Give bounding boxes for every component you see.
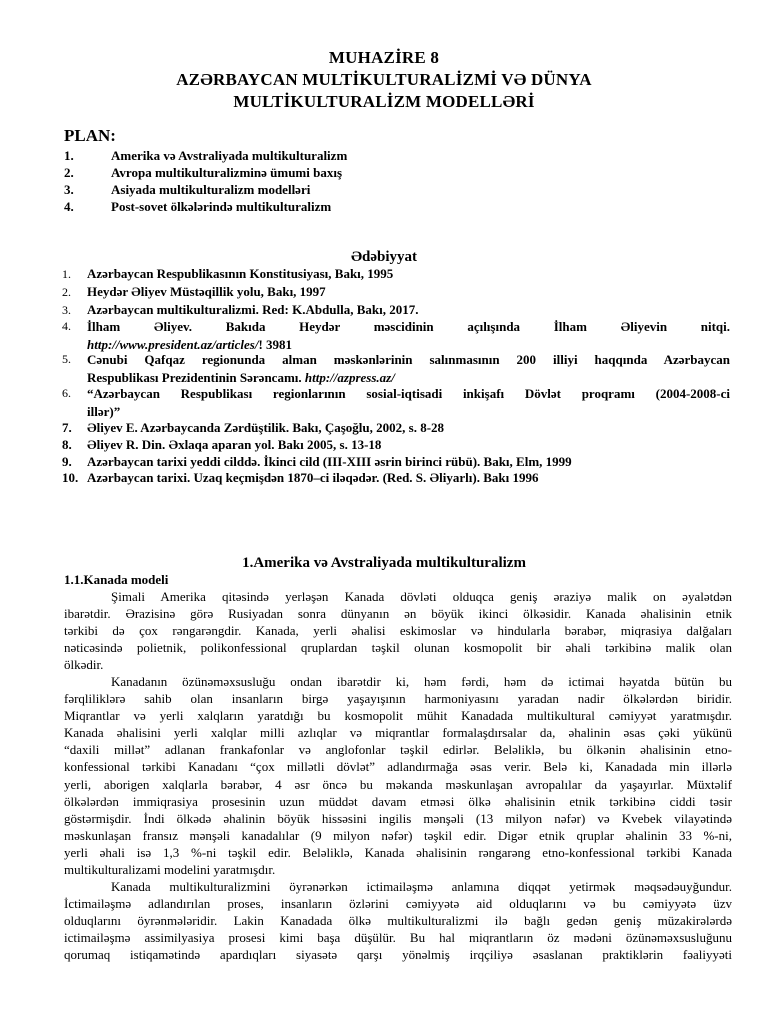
paragraph-line: Şimali Amerika qitəsində yerləşən Kanada dövləti olduqca geniş əraziyə malik on əyalətdən — [111, 589, 732, 604]
paragraph-line: qorumaq istiqamətində apardıqları siyasətə qarşı yönəlmiş irqçiliyə əsaslanan praktiklərin fəaliyyəti — [64, 947, 732, 963]
paragraph-line: tərkibi də çox rəngarəngdir. Kanada, yerli əhalisi eskimoslar və hindularla bərabər, miqrasiya dalğaları — [64, 623, 732, 639]
reference-item: 5. Cənubi Qafqaz regionunda alman məskənlərinin salınmasının 200 illiyi haqqında Azərbaycan Respublikası Prezidentinin Sərəncamı. http://azpress.az/ — [62, 352, 730, 385]
plan-heading: PLAN: — [64, 126, 116, 145]
paragraph-line: “daxili millət” adlanan frankafonlar və anglofonlar təşkil edirlər. Beləliklə, bu ölkənin əhalisinin etno- — [64, 742, 732, 758]
reference-item: 10. Azərbaycan tarixi. Uzaq keçmişdən 1870–ci iləqədər. (Red. S. Əliyarlı). Bakı 1996 — [62, 470, 539, 485]
paragraph — [64, 878, 732, 963]
section-heading: 1.Amerika və Avstraliyada multikulturalizm — [242, 555, 526, 571]
paragraph-line: multikulturalizami modelini yaratmışdır. — [64, 862, 276, 878]
paragraph-line: göstərmişdir. İndi ölkədə əhalinin böyük hissəsini ingilis mənşəli (13 milyon nəfər) və Kvebek vilayətində — [64, 810, 732, 826]
paragraph-line: Kanada əhalisini yerli xalqlar milli azlıqlar və miqrantlar formalaşdırsalar da, əhalinin əsas çəki yükünü — [64, 725, 732, 741]
paragraph-line: olduqlarını öyrənmələridir. Lakin Kanadada ölkə multikulturalizmi ilə bağlı gedən geniş müzakirələrdə — [64, 913, 732, 929]
reference-item: 9. Azərbaycan tarixi yeddi cilddə. İkinci cild (III-XIII əsrin birinci rübü). Bakı, Elm, 1999 — [62, 454, 572, 469]
paragraph-line: Kanadanın özünəməxsusluğu ondan ibarətdir ki, həm fərdi, həm də ictimai həyatda bütün bu — [111, 674, 732, 689]
reference-item: 8. Əliyev R. Din. Əxlaqa aparan yol. Bakı 2005, s. 13-18 — [62, 437, 382, 452]
paragraph-line: konfessional tərkibi Kanadanı “çox millətli dövlət” adlandırmağa əsas verir. Belə ki, Kanadada min illərlə — [64, 759, 732, 775]
reference-link[interactable]: http://www.president.az/articles/ — [87, 336, 259, 352]
page-title: AZƏRBAYCAN MULTİKULTURALİZMİ VƏ DÜNYA — [176, 70, 592, 89]
paragraph-line: məskunlaşan fransız mənşəli kanadalılar (9 milyon nəfər) təşkil edir. Digər etnik qruplar əhalinin 33 %-ni, — [64, 827, 732, 843]
plan-item: 3. Asiyada multikulturalizm modelləri — [64, 182, 311, 197]
plan-item: 2. Avropa multikulturalizminə ümumi baxış — [64, 165, 343, 180]
reference-item: 2. Heydər Əliyev Müstəqillik yolu, Bakı, 1997 — [62, 284, 326, 299]
plan-item: 4. Post-sovet ölkələrində multikulturalizm — [64, 199, 332, 214]
subsection-heading: 1.1.Kanada modeli — [64, 572, 169, 587]
paragraph — [64, 673, 732, 878]
lecture-number: MUHAZİRE 8 — [328, 48, 440, 67]
literature-heading: Ədəbiyyat — [350, 249, 418, 265]
paragraph-line: Miqrantlar və yerli xalqların yaratdığı bu kosmopolit mühit Kanadada multikultural cəmiyyət yaratmışdır. — [64, 708, 732, 724]
plan-item: 1. Amerika və Avstraliyada multikulturalizm — [64, 148, 348, 163]
reference-item: 1. Azərbaycan Respublikasının Konstitusiyası, Bakı, 1995 — [62, 266, 394, 281]
paragraph-line: İctimailəşmə adlandırılan proses, insanların özlərini cəmiyyətə aid olduqlarını və bu cəmiyyətə üzv — [64, 896, 732, 912]
paragraph-line: ölkədir. — [64, 657, 104, 673]
reference-item: 6. “Azərbaycan Respublikası regionlarının sosial-iqtisadi inkişafı Dövlət proqramı (2004-2008-ci illər)” — [62, 386, 730, 419]
reference-item: 4. İlham Əliyev. Bakıda Heydər məscidinin açılışında İlham Əliyevin nitqi. http://www.president.az/articles/! 3981 — [62, 319, 730, 352]
paragraph-line: Kanada multikulturalizmini öyrənərkən ictimailəşmə anlamına diqqət yetirmək məqsədəuyğundur. — [111, 879, 732, 894]
paragraph — [64, 588, 732, 673]
page-subtitle: MULTİKULTURALİZM MODELLƏRİ — [233, 92, 535, 111]
paragraph-line: fərqliliklərə sahib olan insanların birgə yaşayışının harmoniyasını yaradan nadir ölkələrdən biridir. — [64, 691, 732, 707]
paragraph-line: ölkələrdən immiqrasiya prosesinin uzun müddət davam etməsi ölkə əhalisinin etnik tərkibinə ciddi təsir — [64, 793, 732, 809]
paragraph-line: nəticəsində polietnik, polikonfessional qruplardan təşkil olunan kosmopolit bir əhali tərkibinə malik olan — [64, 640, 732, 656]
paragraph-line: yerli əhali isə 1,3 %-ni təşkil edir. Beləliklə, Kanada əhalisinin rəngarəng etno-konfessional tərkibi Kanada — [64, 844, 732, 860]
paragraph-line: ictimailəşmə assimilyasiya prosesi kimi başa düşülür. Bu hal miqrantların öz mədəni özünəməxsusluğunu — [64, 930, 732, 946]
paragraph-line: ibarətdir. Ərazisinə görə Rusiyadan sonra dünyanın ən böyük ikinci ölkəsidir. Kanada əhalisinin etnik — [64, 606, 732, 622]
paragraph-line: yerli, aborigen xalqlarla bərabər, 4 əsr öncə bu məkanda məskunlaşan avropalılar da yaşayırlar. Müxtəlif — [64, 776, 732, 792]
reference-item: 3. Azərbaycan multikulturalizmi. Red: K.Abdulla, Bakı, 2017. — [62, 302, 419, 317]
reference-item: 7. Əliyev E. Azərbaycanda Zərdüştilik. Bakı, Çaşoğlu, 2002, s. 8-28 — [62, 420, 445, 435]
reference-link[interactable]: http://azpress.az/ — [304, 369, 395, 385]
